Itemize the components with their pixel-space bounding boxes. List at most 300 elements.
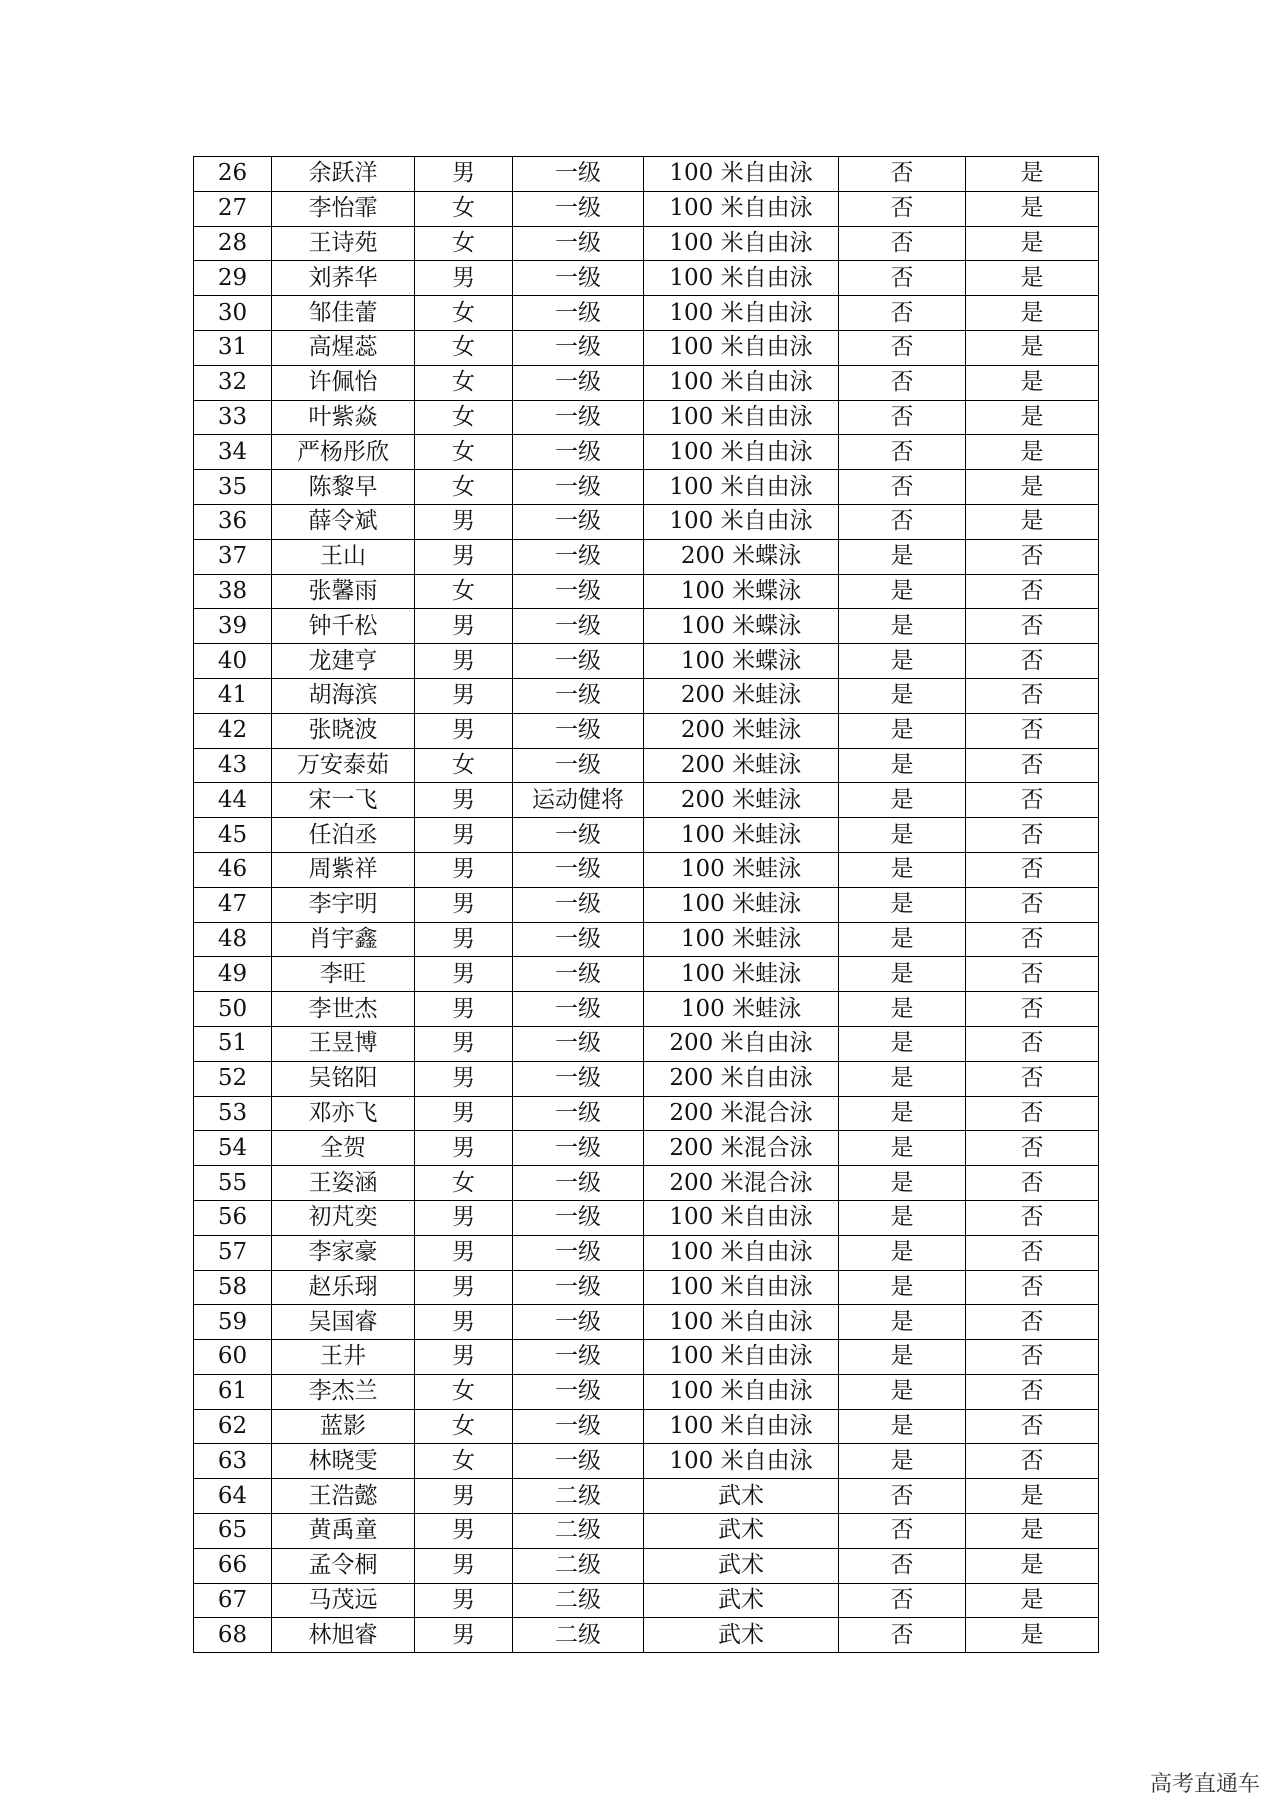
row-number-cell: 60 <box>194 1340 272 1375</box>
field-g-cell: 否 <box>966 1340 1099 1375</box>
field-g-cell: 否 <box>966 1444 1099 1479</box>
row-number-cell: 56 <box>194 1200 272 1235</box>
field-g-cell: 否 <box>966 609 1099 644</box>
gender-cell: 男 <box>415 644 513 679</box>
student-name-cell: 张馨雨 <box>272 574 415 609</box>
student-name-cell: 王井 <box>272 1340 415 1375</box>
row-number-cell: 34 <box>194 435 272 470</box>
row-number-cell: 32 <box>194 365 272 400</box>
athlete-level-cell: 一级 <box>513 1096 644 1131</box>
event-cell: 100 米自由泳 <box>644 1270 839 1305</box>
field-f-cell: 否 <box>839 296 966 331</box>
field-f-cell: 是 <box>839 1409 966 1444</box>
table-row <box>194 887 1099 922</box>
event-cell: 200 米蛙泳 <box>644 748 839 783</box>
row-number-cell: 54 <box>194 1131 272 1166</box>
gender-cell: 男 <box>415 1131 513 1166</box>
field-g-cell: 是 <box>966 226 1099 261</box>
row-number-cell: 64 <box>194 1479 272 1514</box>
event-cell: 100 米自由泳 <box>644 470 839 505</box>
row-number-cell: 41 <box>194 678 272 713</box>
gender-cell: 男 <box>415 1235 513 1270</box>
gender-cell: 女 <box>415 1409 513 1444</box>
row-number-cell: 33 <box>194 400 272 435</box>
table-row <box>194 1583 1099 1618</box>
row-number-cell: 45 <box>194 818 272 853</box>
field-f-cell: 是 <box>839 1444 966 1479</box>
event-cell: 200 米混合泳 <box>644 1166 839 1201</box>
row-number-cell: 58 <box>194 1270 272 1305</box>
event-cell: 武术 <box>644 1514 839 1549</box>
event-cell: 武术 <box>644 1583 839 1618</box>
field-g-cell: 否 <box>966 922 1099 957</box>
row-number-cell: 36 <box>194 504 272 539</box>
field-f-cell: 是 <box>839 644 966 679</box>
table-row <box>194 1096 1099 1131</box>
event-cell: 100 米自由泳 <box>644 330 839 365</box>
field-g-cell: 是 <box>966 191 1099 226</box>
row-number-cell: 52 <box>194 1061 272 1096</box>
field-g-cell: 否 <box>966 887 1099 922</box>
student-name-cell: 马茂远 <box>272 1583 415 1618</box>
field-f-cell: 否 <box>839 1583 966 1618</box>
table-row <box>194 1374 1099 1409</box>
field-g-cell: 是 <box>966 470 1099 505</box>
student-name-cell: 薛令斌 <box>272 504 415 539</box>
gender-cell: 女 <box>415 296 513 331</box>
field-g-cell: 是 <box>966 504 1099 539</box>
field-g-cell: 是 <box>966 1479 1099 1514</box>
athlete-level-cell: 一级 <box>513 1061 644 1096</box>
field-g-cell: 否 <box>966 1374 1099 1409</box>
event-cell: 100 米自由泳 <box>644 365 839 400</box>
table-row <box>194 1479 1099 1514</box>
field-f-cell: 是 <box>839 574 966 609</box>
gender-cell: 女 <box>415 1166 513 1201</box>
student-name-cell: 邓亦飞 <box>272 1096 415 1131</box>
gender-cell: 男 <box>415 609 513 644</box>
row-number-cell: 49 <box>194 957 272 992</box>
athlete-level-cell: 一级 <box>513 226 644 261</box>
field-f-cell: 是 <box>839 678 966 713</box>
field-g-cell: 否 <box>966 1270 1099 1305</box>
table-row <box>194 1061 1099 1096</box>
student-name-cell: 张晓波 <box>272 713 415 748</box>
row-number-cell: 43 <box>194 748 272 783</box>
field-f-cell: 是 <box>839 1026 966 1061</box>
athlete-level-cell: 一级 <box>513 609 644 644</box>
row-number-cell: 59 <box>194 1305 272 1340</box>
event-cell: 100 米自由泳 <box>644 226 839 261</box>
student-name-cell: 胡海滨 <box>272 678 415 713</box>
field-f-cell: 是 <box>839 922 966 957</box>
gender-cell: 男 <box>415 157 513 192</box>
field-g-cell: 是 <box>966 261 1099 296</box>
student-name-cell: 许佩怡 <box>272 365 415 400</box>
row-number-cell: 55 <box>194 1166 272 1201</box>
table-row <box>194 922 1099 957</box>
table-row <box>194 992 1099 1027</box>
student-name-cell: 吴铭阳 <box>272 1061 415 1096</box>
athlete-level-cell: 一级 <box>513 818 644 853</box>
event-cell: 100 米蛙泳 <box>644 922 839 957</box>
gender-cell: 男 <box>415 1026 513 1061</box>
table-row <box>194 539 1099 574</box>
athlete-level-cell: 一级 <box>513 157 644 192</box>
student-name-cell: 林旭睿 <box>272 1618 415 1653</box>
student-name-cell: 李旺 <box>272 957 415 992</box>
event-cell: 200 米自由泳 <box>644 1026 839 1061</box>
row-number-cell: 67 <box>194 1583 272 1618</box>
field-f-cell: 否 <box>839 330 966 365</box>
athlete-level-cell: 一级 <box>513 435 644 470</box>
field-f-cell: 否 <box>839 1479 966 1514</box>
table-row <box>194 1548 1099 1583</box>
athlete-level-cell: 一级 <box>513 330 644 365</box>
student-name-cell: 李怡霏 <box>272 191 415 226</box>
gender-cell: 女 <box>415 1444 513 1479</box>
table-row <box>194 400 1099 435</box>
field-g-cell: 否 <box>966 539 1099 574</box>
event-cell: 武术 <box>644 1618 839 1653</box>
row-number-cell: 30 <box>194 296 272 331</box>
field-f-cell: 是 <box>839 1061 966 1096</box>
athlete-level-cell: 一级 <box>513 1374 644 1409</box>
gender-cell: 男 <box>415 852 513 887</box>
table-row <box>194 470 1099 505</box>
athlete-level-cell: 一级 <box>513 1026 644 1061</box>
field-g-cell: 是 <box>966 365 1099 400</box>
field-g-cell: 否 <box>966 678 1099 713</box>
field-f-cell: 是 <box>839 1235 966 1270</box>
student-name-cell: 王山 <box>272 539 415 574</box>
field-g-cell: 否 <box>966 957 1099 992</box>
field-f-cell: 是 <box>839 783 966 818</box>
athlete-level-cell: 一级 <box>513 852 644 887</box>
event-cell: 200 米蛙泳 <box>644 783 839 818</box>
event-cell: 100 米自由泳 <box>644 1200 839 1235</box>
gender-cell: 男 <box>415 922 513 957</box>
table-row <box>194 678 1099 713</box>
field-g-cell: 否 <box>966 783 1099 818</box>
student-name-cell: 高煋蕊 <box>272 330 415 365</box>
student-name-cell: 王昱博 <box>272 1026 415 1061</box>
table-row <box>194 435 1099 470</box>
field-f-cell: 是 <box>839 609 966 644</box>
student-name-cell: 肖宇鑫 <box>272 922 415 957</box>
row-number-cell: 40 <box>194 644 272 679</box>
event-cell: 武术 <box>644 1479 839 1514</box>
athlete-level-cell: 一级 <box>513 1409 644 1444</box>
student-name-cell: 李宇明 <box>272 887 415 922</box>
student-name-cell: 周紫祥 <box>272 852 415 887</box>
student-name-cell: 任泊丞 <box>272 818 415 853</box>
roster-body <box>194 157 1099 1653</box>
field-f-cell: 否 <box>839 261 966 296</box>
student-name-cell: 龙建亨 <box>272 644 415 679</box>
gender-cell: 女 <box>415 191 513 226</box>
gender-cell: 男 <box>415 1200 513 1235</box>
gender-cell: 男 <box>415 1548 513 1583</box>
athlete-level-cell: 运动健将 <box>513 783 644 818</box>
athlete-level-cell: 二级 <box>513 1548 644 1583</box>
student-name-cell: 蓝影 <box>272 1409 415 1444</box>
event-cell: 100 米自由泳 <box>644 504 839 539</box>
event-cell: 100 米蝶泳 <box>644 609 839 644</box>
field-g-cell: 是 <box>966 400 1099 435</box>
student-name-cell: 王诗苑 <box>272 226 415 261</box>
student-name-cell: 王姿涵 <box>272 1166 415 1201</box>
gender-cell: 男 <box>415 1618 513 1653</box>
table-row <box>194 1026 1099 1061</box>
field-f-cell: 否 <box>839 435 966 470</box>
table-row <box>194 1618 1099 1653</box>
table-row <box>194 1270 1099 1305</box>
watermark-text: 高考直通车 <box>1149 1772 1260 1797</box>
field-f-cell: 是 <box>839 1096 966 1131</box>
gender-cell: 男 <box>415 678 513 713</box>
field-g-cell: 否 <box>966 748 1099 783</box>
table-row <box>194 1131 1099 1166</box>
event-cell: 100 米蝶泳 <box>644 644 839 679</box>
event-cell: 200 米蛙泳 <box>644 678 839 713</box>
field-f-cell: 是 <box>839 1131 966 1166</box>
athlete-level-cell: 一级 <box>513 713 644 748</box>
field-g-cell: 否 <box>966 644 1099 679</box>
student-name-cell: 余跃洋 <box>272 157 415 192</box>
event-cell: 武术 <box>644 1548 839 1583</box>
row-number-cell: 35 <box>194 470 272 505</box>
row-number-cell: 39 <box>194 609 272 644</box>
gender-cell: 男 <box>415 1583 513 1618</box>
athlete-level-cell: 一级 <box>513 296 644 331</box>
table-row <box>194 1200 1099 1235</box>
athlete-level-cell: 一级 <box>513 1166 644 1201</box>
row-number-cell: 53 <box>194 1096 272 1131</box>
field-g-cell: 否 <box>966 1305 1099 1340</box>
field-g-cell: 否 <box>966 1166 1099 1201</box>
student-name-cell: 刘荞华 <box>272 261 415 296</box>
athlete-level-cell: 一级 <box>513 1444 644 1479</box>
field-g-cell: 否 <box>966 818 1099 853</box>
athlete-level-cell: 一级 <box>513 191 644 226</box>
table-row <box>194 644 1099 679</box>
field-g-cell: 否 <box>966 713 1099 748</box>
field-f-cell: 是 <box>839 539 966 574</box>
table-row <box>194 191 1099 226</box>
row-number-cell: 46 <box>194 852 272 887</box>
athlete-level-cell: 一级 <box>513 1270 644 1305</box>
field-f-cell: 否 <box>839 470 966 505</box>
athlete-level-cell: 二级 <box>513 1479 644 1514</box>
table-row <box>194 1340 1099 1375</box>
row-number-cell: 66 <box>194 1548 272 1583</box>
field-g-cell: 否 <box>966 574 1099 609</box>
table-row <box>194 852 1099 887</box>
field-f-cell: 是 <box>839 887 966 922</box>
student-name-cell: 初芃奕 <box>272 1200 415 1235</box>
table-row <box>194 818 1099 853</box>
event-cell: 100 米自由泳 <box>644 191 839 226</box>
athlete-level-cell: 一级 <box>513 922 644 957</box>
athlete-level-cell: 一级 <box>513 887 644 922</box>
event-cell: 100 米蛙泳 <box>644 887 839 922</box>
table-row <box>194 365 1099 400</box>
table-row <box>194 296 1099 331</box>
field-f-cell: 否 <box>839 157 966 192</box>
event-cell: 100 米自由泳 <box>644 1409 839 1444</box>
gender-cell: 男 <box>415 539 513 574</box>
athlete-level-cell: 一级 <box>513 504 644 539</box>
table-row <box>194 261 1099 296</box>
table-row <box>194 504 1099 539</box>
row-number-cell: 68 <box>194 1618 272 1653</box>
gender-cell: 男 <box>415 1305 513 1340</box>
field-f-cell: 否 <box>839 226 966 261</box>
field-f-cell: 是 <box>839 1166 966 1201</box>
field-f-cell: 是 <box>839 852 966 887</box>
student-name-cell: 吴国睿 <box>272 1305 415 1340</box>
gender-cell: 女 <box>415 330 513 365</box>
gender-cell: 男 <box>415 1096 513 1131</box>
field-f-cell: 是 <box>839 1374 966 1409</box>
field-g-cell: 否 <box>966 1096 1099 1131</box>
gender-cell: 男 <box>415 992 513 1027</box>
athlete-level-cell: 一级 <box>513 1235 644 1270</box>
gender-cell: 男 <box>415 713 513 748</box>
athlete-level-cell: 一级 <box>513 992 644 1027</box>
table-row <box>194 609 1099 644</box>
student-name-cell: 宋一飞 <box>272 783 415 818</box>
student-name-cell: 万安泰茹 <box>272 748 415 783</box>
field-g-cell: 是 <box>966 1583 1099 1618</box>
athlete-level-cell: 一级 <box>513 1200 644 1235</box>
table-row <box>194 574 1099 609</box>
athlete-level-cell: 一级 <box>513 1340 644 1375</box>
row-number-cell: 37 <box>194 539 272 574</box>
athlete-level-cell: 一级 <box>513 678 644 713</box>
table-row <box>194 1409 1099 1444</box>
student-name-cell: 钟千松 <box>272 609 415 644</box>
row-number-cell: 63 <box>194 1444 272 1479</box>
field-f-cell: 是 <box>839 1270 966 1305</box>
event-cell: 100 米自由泳 <box>644 261 839 296</box>
field-f-cell: 是 <box>839 713 966 748</box>
athlete-level-cell: 一级 <box>513 574 644 609</box>
event-cell: 100 米蛙泳 <box>644 818 839 853</box>
event-cell: 100 米自由泳 <box>644 157 839 192</box>
gender-cell: 女 <box>415 1374 513 1409</box>
student-name-cell: 林晓雯 <box>272 1444 415 1479</box>
table-row <box>194 1305 1099 1340</box>
event-cell: 100 米蛙泳 <box>644 852 839 887</box>
field-f-cell: 是 <box>839 957 966 992</box>
event-cell: 100 米自由泳 <box>644 1444 839 1479</box>
athlete-level-cell: 一级 <box>513 1305 644 1340</box>
athlete-level-cell: 一级 <box>513 748 644 783</box>
field-f-cell: 是 <box>839 818 966 853</box>
gender-cell: 男 <box>415 1514 513 1549</box>
row-number-cell: 29 <box>194 261 272 296</box>
athlete-level-cell: 二级 <box>513 1618 644 1653</box>
field-g-cell: 是 <box>966 435 1099 470</box>
table-row <box>194 330 1099 365</box>
athlete-level-cell: 一级 <box>513 1131 644 1166</box>
row-number-cell: 65 <box>194 1514 272 1549</box>
field-f-cell: 是 <box>839 992 966 1027</box>
gender-cell: 女 <box>415 226 513 261</box>
field-g-cell: 否 <box>966 1409 1099 1444</box>
athlete-level-cell: 一级 <box>513 539 644 574</box>
field-f-cell: 否 <box>839 365 966 400</box>
athlete-level-cell: 二级 <box>513 1583 644 1618</box>
table-row <box>194 226 1099 261</box>
gender-cell: 男 <box>415 818 513 853</box>
event-cell: 100 米自由泳 <box>644 1235 839 1270</box>
event-cell: 100 米蝶泳 <box>644 574 839 609</box>
event-cell: 100 米自由泳 <box>644 400 839 435</box>
field-f-cell: 是 <box>839 1305 966 1340</box>
student-name-cell: 全贺 <box>272 1131 415 1166</box>
field-f-cell: 是 <box>839 1200 966 1235</box>
event-cell: 200 米自由泳 <box>644 1061 839 1096</box>
student-name-cell: 严杨彤欣 <box>272 435 415 470</box>
student-name-cell: 李世杰 <box>272 992 415 1027</box>
athlete-level-cell: 一级 <box>513 365 644 400</box>
athlete-level-cell: 二级 <box>513 1514 644 1549</box>
field-g-cell: 否 <box>966 992 1099 1027</box>
row-number-cell: 26 <box>194 157 272 192</box>
athlete-level-cell: 一级 <box>513 470 644 505</box>
field-g-cell: 否 <box>966 1061 1099 1096</box>
field-g-cell: 是 <box>966 157 1099 192</box>
athlete-level-cell: 一级 <box>513 957 644 992</box>
event-cell: 100 米自由泳 <box>644 1374 839 1409</box>
row-number-cell: 44 <box>194 783 272 818</box>
row-number-cell: 50 <box>194 992 272 1027</box>
student-name-cell: 王浩懿 <box>272 1479 415 1514</box>
table-row <box>194 1166 1099 1201</box>
row-number-cell: 61 <box>194 1374 272 1409</box>
athlete-level-cell: 一级 <box>513 400 644 435</box>
row-number-cell: 38 <box>194 574 272 609</box>
athlete-level-cell: 一级 <box>513 261 644 296</box>
table-row <box>194 957 1099 992</box>
row-number-cell: 42 <box>194 713 272 748</box>
event-cell: 100 米自由泳 <box>644 296 839 331</box>
gender-cell: 男 <box>415 1479 513 1514</box>
field-g-cell: 是 <box>966 1548 1099 1583</box>
student-name-cell: 黄禹童 <box>272 1514 415 1549</box>
gender-cell: 男 <box>415 1061 513 1096</box>
field-f-cell: 否 <box>839 400 966 435</box>
row-number-cell: 27 <box>194 191 272 226</box>
table-row <box>194 1514 1099 1549</box>
row-number-cell: 57 <box>194 1235 272 1270</box>
field-g-cell: 是 <box>966 1618 1099 1653</box>
event-cell: 200 米蛙泳 <box>644 713 839 748</box>
field-g-cell: 否 <box>966 1131 1099 1166</box>
gender-cell: 男 <box>415 1270 513 1305</box>
field-g-cell: 否 <box>966 1200 1099 1235</box>
event-cell: 200 米混合泳 <box>644 1131 839 1166</box>
table-row <box>194 713 1099 748</box>
student-name-cell: 孟令桐 <box>272 1548 415 1583</box>
row-number-cell: 51 <box>194 1026 272 1061</box>
table-row <box>194 1235 1099 1270</box>
gender-cell: 男 <box>415 261 513 296</box>
field-f-cell: 是 <box>839 748 966 783</box>
